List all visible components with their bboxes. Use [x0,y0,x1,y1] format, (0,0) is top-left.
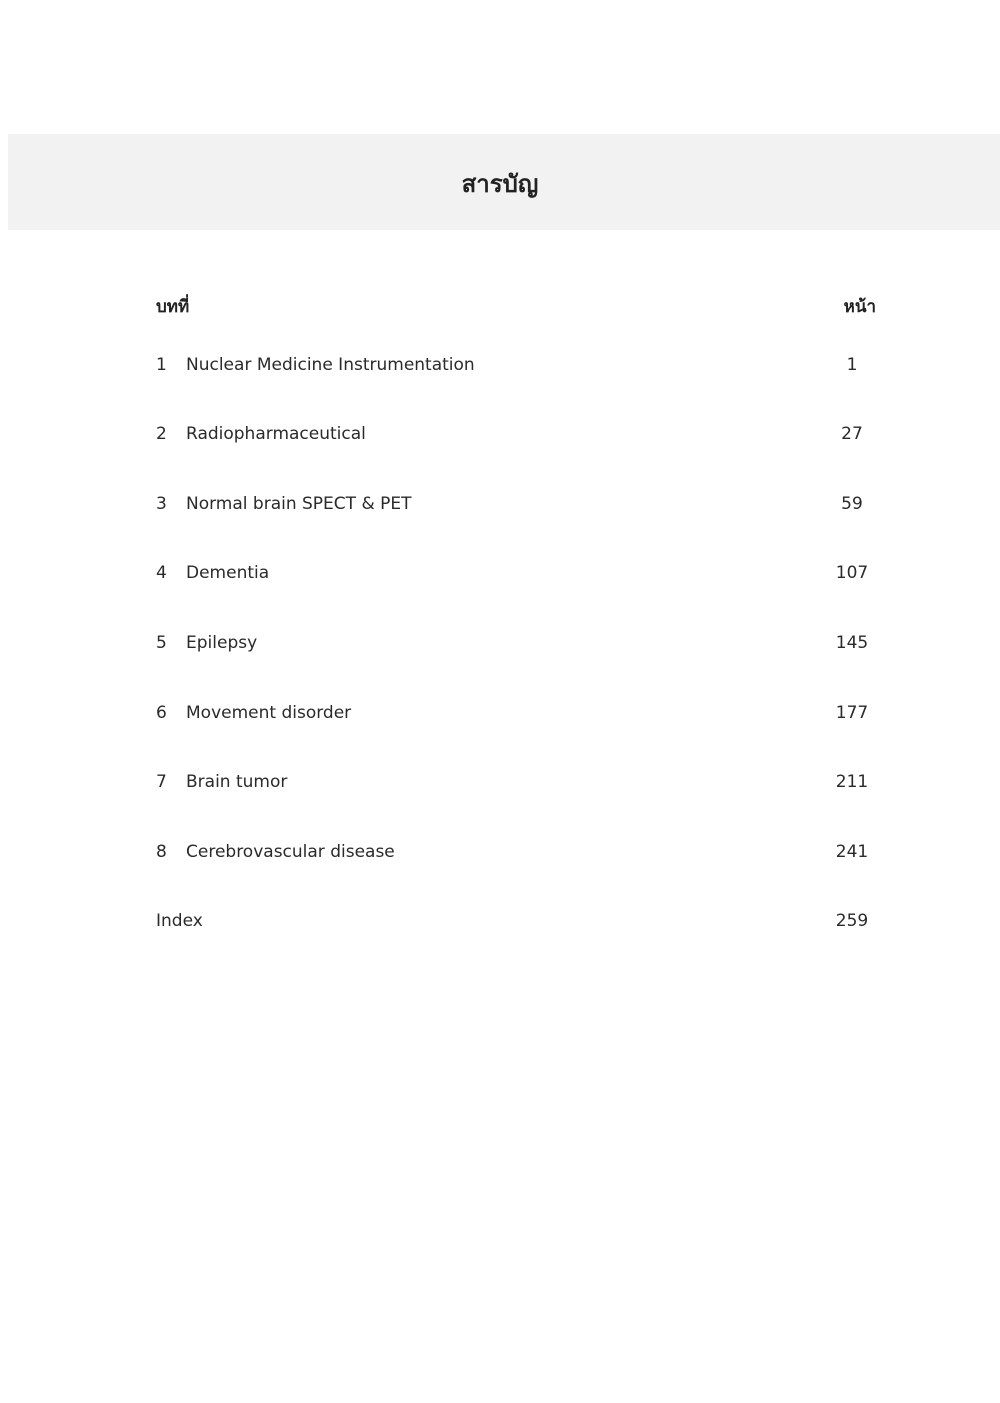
chapter-number: 7 [156,772,167,792]
chapter-page-number: 177 [835,703,869,723]
toc-entry-5[interactable] [156,628,876,658]
page-title: สารบัญ [461,170,539,198]
toc-entry-3[interactable] [156,489,876,519]
chapter-column-label: บทที่ [156,297,190,317]
chapter-page-number: 145 [835,633,869,653]
chapter-number: 1 [156,355,167,375]
chapter-page-number: 59 [841,494,863,514]
chapter-number: 3 [156,494,167,514]
chapter-page-number: 211 [835,772,869,792]
chapter-title: Radiopharmaceutical [186,424,366,444]
chapter-number: 5 [156,633,167,653]
toc-entry-2[interactable] [156,419,876,449]
chapter-page-number: 1 [846,355,858,375]
toc-entry-4[interactable] [156,558,876,588]
index-page-number: 259 [835,911,869,931]
chapter-title: Movement disorder [186,703,352,723]
chapter-title: Normal brain SPECT & PET [186,494,412,514]
page-column-label: หน้า [843,297,876,317]
index-label: Index [156,911,203,931]
chapter-title: Dementia [186,563,270,583]
chapter-page-number: 241 [835,842,869,862]
chapter-number: 6 [156,703,167,723]
chapter-title: Cerebrovascular disease [186,842,395,862]
chapter-number: 2 [156,424,167,444]
toc-column-header [156,292,876,322]
chapter-page-number: 27 [841,424,863,444]
chapter-number: 8 [156,842,167,862]
toc-entry-6[interactable] [156,698,876,728]
toc-entry-1[interactable] [156,350,876,380]
toc-entry-7[interactable] [156,767,876,797]
chapter-title: Brain tumor [186,772,288,792]
chapter-page-number: 107 [835,563,869,583]
chapter-title: Epilepsy [186,633,258,653]
toc-entry-index[interactable] [156,906,876,936]
toc-entry-8[interactable] [156,837,876,867]
chapter-number: 4 [156,563,167,583]
chapter-title: Nuclear Medicine Instrumentation [186,355,475,375]
